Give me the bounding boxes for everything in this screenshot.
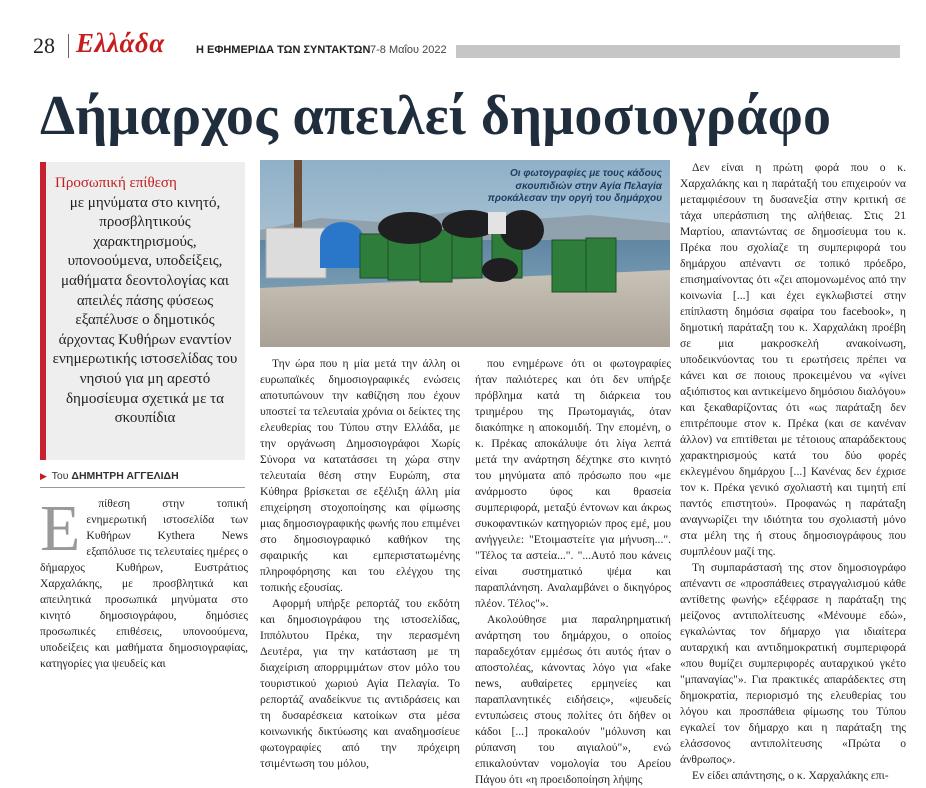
drop-cap: Ε <box>40 492 81 565</box>
header-divider <box>68 34 69 58</box>
page-number: 28 <box>33 33 55 58</box>
photo-caption: Οι φωτογραφίες με τους κάδους σκουπιδιών στην Αγία Πελαγία προκάλεσαν την οργή του δημάρχου <box>487 168 662 204</box>
issue-date: 7-8 Μαΐου 2022 <box>370 44 447 56</box>
paragraph: Τη συμπαράστασή της στον δημοσιογράφο απέναντι σε «προσπάθειες στραγγαλισμού κάθε αντίθετης φωνής» εξέφρασε η παράταξη της μείζονος αντιπολίτευσης «Μένουμε εδώ», εγκαλώντας τον δήμαρχο για ιδιαίτερα αυταρχική και αντιδημοκρατική συμπεριφορά «που θυμίζει συμπεριφορές αυταρχικού γκέτο "μπαναγίας"». Για πρακτικές απαράδεκτες στη δημοκρατία, περιορισμό της ελευθερίας του λόγου και προσπάθεια φίμωσης του Τύπου εγκαλεί τον δήμαρχο και η παράταξη της ελάσσονος αντιπολίτευσης «Πρώτα ο άνθρωπος». <box>680 561 906 766</box>
byline-prefix: Του <box>51 470 69 482</box>
header-bar <box>456 45 900 58</box>
paragraph: Εν είδει απάντησης, ο κ. Χαρχαλάκης επι- <box>692 769 889 782</box>
paragraph: Αφορμή υπήρξε ρεπορτάζ του εκδότη και δημοσιογράφου της ιστοσελίδας, Ιππόλυτου Πρέκα, την περασμένη Δευτέρα, για την κατάσταση με τη διαχείριση απορριμμάτων στον μόλο του τουριστικού χωριού Αγία Πελαγία. Το ρεπορτάζ αναδείκνυε τις αντιδράσεις και τη δυσαρέσκεια κατοίκων στα μέσα κοινωνικής δικτύωσης και αναδημοσίευε φωτογραφίες από την πρόχειρη τσιμέντωση του μόλου, <box>260 597 460 770</box>
byline <box>40 470 179 482</box>
byline-author: ΔΗΜΗΤΡΗ ΑΓΓΕΛΙΔΗ <box>71 470 179 482</box>
paragraph: Την ώρα που η μία μετά την άλλη οι ευρωπαϊκές δημοσιογραφικές ενώσεις αποτυπώνουν την καθίζηση που έχουν υποστεί τα τελευταία χρόνια οι δείκτες της ελευθερίας του Τύπου στην Ελλάδα, με την οργάνωση Δημοσιογράφοι Χωρίς Σύνορα να κατατάσσει τη χώρα στην τελευταία θέση στην Ευρώπη, στα Κύθηρα βρίσκεται σε εξέλιξη άλλη μία επιχείρηση στοχοποίησης και φίμωσης μιας δημοσιογραφικής φωνής που επιμένει στο δημοσιογραφικό καθήκον της σφαιρικής και εμπεριστατωμένης πληροφόρησης και του ελέγχου της τοπικής εξουσίας. <box>260 357 460 594</box>
lead-box <box>40 162 245 460</box>
body-column-1 <box>40 492 248 670</box>
page-header <box>0 30 926 62</box>
paragraph: Δεν είναι η πρώτη φορά που ο κ. Χαρχαλάκης και η παράταξή του επιχειρούν να μεταμφιέσουν τη δυσανεξία στην κριτική σε τάχα υπεράσπιση της αλήθειας. Στις 21 Μαρτίου, απαντώντας σε δημοσίευμα του κ. Πρέκα που σχολίαζε τη συμπεριφορά του δημάρχου απέναντι σε τοπικό πρόεδρο, επισημαίνοντας ότι «ζει απομονωμένος από την κοινωνία [...] και έχει εγκλωβιστεί στην επίπλαστη δημόσια σφαίρα του facebook», η δημοτική παράταξη του κ. Χαρχαλάκη προέβη σε μια μακροσκελή ανακοίνωση, υποδεικνύοντας του τι ερωτήσεις πρέπει να κάνει και σε ποιους προκειμένου να «γίνει αξιόπιστος και αντικείμενο δημόσιου διαλόγου» και ξεκαθαρίζοντας ότι «ως παράταξη δεν επιτρέπουμε στον κ. Πρέκα (και σε κανέναν άλλον) να επιτίθεται με τέτοιους απαράδεκτους χαρακτηρισμούς κατά του δύο φορές εκλεγμένου δημάρχου [...] Κανένας δεν έχρισε τον κ. Πρέκα γενικό σχολιαστή και τιμητή επί παντός επιστητού». Προφανώς η παράταξη αναγνωρίζει την ιδιότητα του σχολιαστή μόνο στα μέλη της ή στους δημοσιογράφους που συμπλέουν μαζί της. <box>680 161 906 558</box>
newspaper-name: Η ΕΦΗΜΕΡΙΔΑ ΤΩΝ ΣΥΝΤΑΚΤΩΝ <box>196 44 371 56</box>
body-column-3 <box>475 356 671 786</box>
lead-kicker: Προσωπική επίθεση <box>55 175 177 191</box>
article-photo <box>260 160 670 347</box>
body-column-2 <box>260 356 460 770</box>
paragraph: πίθεση στην τοπική ενημερωτική ιστοσελίδα των Κυθήρων Kythera News εξαπόλυσε τις τελευταίες ημέρες ο δήμαρχος Κυθήρων, Ευστράτιος Χαρχαλάκης, με προσβλητικά και απειλητικά προσωπικά μηνύματα στο κινητό δημοσιογράφου, δημόσιες προσωπικές επιθέσεις, υπονοούμενα, υποδείξεις και μαθήματα δημοσιογραφίας, κατηγορίες για ψευδείς και <box>40 497 248 670</box>
body-column-4 <box>680 160 906 782</box>
article-headline: Δήμαρχος απειλεί δημοσιογράφο <box>40 85 832 147</box>
lead-text <box>52 174 238 429</box>
byline-rule <box>40 487 245 488</box>
section-title: Ελλάδα <box>76 28 165 58</box>
paragraph: που ενημέρωνε ότι οι φωτογραφίες ήταν παλιότερες και ότι δεν υπήρξε πρόβλημα κατά τη διάρκεια του τριημέρου της Πρωτομαγιάς, όταν διακόπηκε η αποκομιδή. Την επομένη, ο κ. Πρέκας αποκάλυψε ότι λίγα λεπτά μετά την ανάρτηση δέχτηκε στο κινητό του μηνύματα από πρόσωπο που «με ανάρμοστο ύφος και θρασεία συμπεριφορά, μεταξύ έντονων και άκρως συκοφαντικών κατηγοριών προς εμέ, μου ανήγγειλε: "Ετοιμαστείτε για μήνυση...". "Τέλος τα αστεία...". "...Αυτό που κάνεις είναι συστηματικό ψέμα και παραπλάνηση. Αναλαμβάνει ο δικηγόρος πλέον. Τέλος"». <box>475 357 671 610</box>
lead-body: με μηνύματα στο κινητό, προσβλητικούς χαρακτηρισμούς, υπονοούμενα, υποδείξεις, μαθήματα δεοντολογίας και απειλές πάσης φύσεως εξαπέλυσε ο δημοτικός άρχοντας Κυθήρων εναντίον ενημερωτικής ιστοσελίδας του νησιού για μη αρεστό δημοσίευμα σχετικά με τα σκουπίδια <box>52 194 238 427</box>
triangle-icon: ▶ <box>40 471 47 481</box>
lead-box-accent <box>40 162 46 460</box>
paragraph: Ακολούθησε μια παραληρηματική ανάρτηση του δημάρχου, ο οποίος παραδεχόταν εμμέσως ότι αυτός ήταν ο αποστολέας, κάνοντας λόγο για «fake news, αυθαίρετες ερμηνείες και παραπλανητικές ειδήσεις», «ψευδείς εντυπώσεις στους πολίτες ότι δήθεν οι κάδοι [...] προκαλούν "μόλυνση και ρύπανση του αιγιαλού"», ενώ επικαλούνταν νομολογία του Αρείου Πάγου ότι «η προειδοποίηση λήψης <box>475 613 671 786</box>
